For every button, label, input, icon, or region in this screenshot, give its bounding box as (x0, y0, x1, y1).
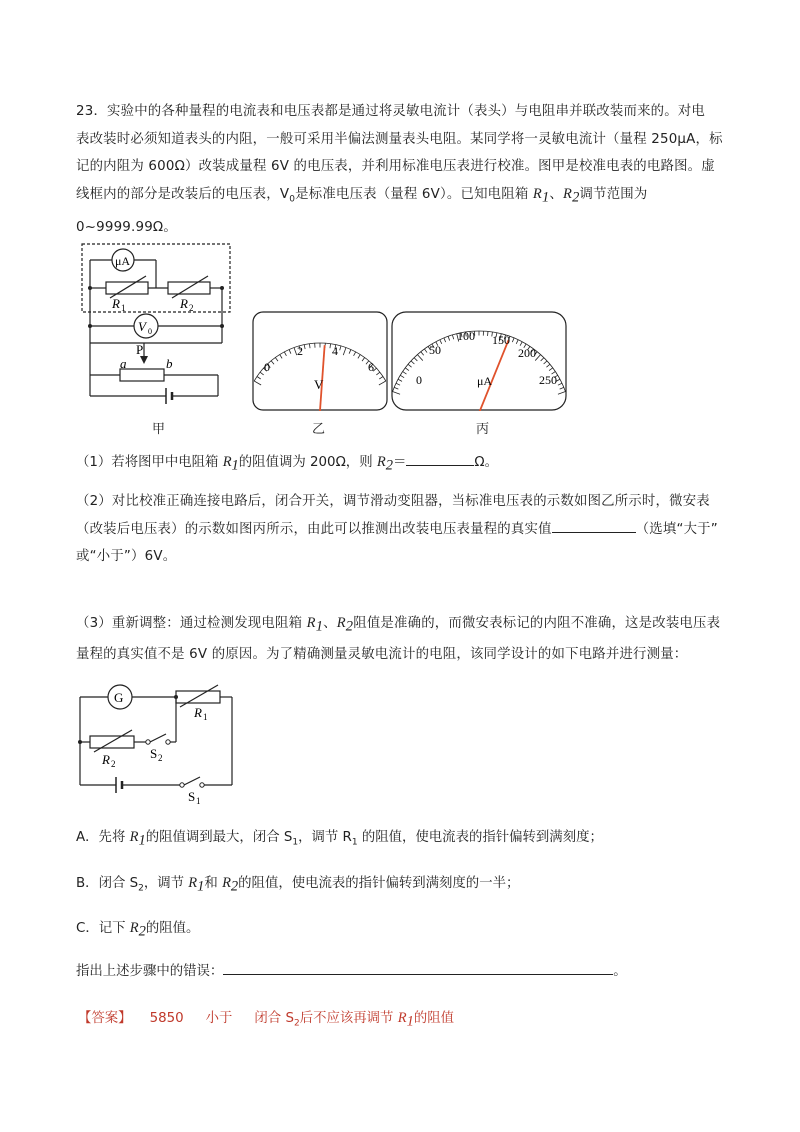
blank-2[interactable] (552, 520, 636, 533)
r1-label: R (112, 296, 120, 311)
scale-tick (254, 381, 261, 385)
part-2: （2）对比校准正确连接电路后，闭合开关，调节滑动变阻器，当标准电压表的示数如图乙所示时，微安表 （改装后电压表）的示数如图丙所示，由此可以推测出改装电压表量程的真实值 （选填“大于” 或“小于”）6V。 (76, 494, 718, 564)
meter-yi (252, 311, 388, 411)
r2-label: R (180, 296, 188, 311)
bing-tick-100: 100 (457, 329, 475, 343)
yi-tick-0: 0 (264, 360, 270, 374)
scale-tick (448, 336, 450, 340)
scale-tick (411, 361, 414, 364)
scale-arc (254, 343, 386, 381)
yi-unit: V (314, 377, 324, 392)
yi-tick-4: 4 (332, 344, 338, 358)
caption-jia: 甲 (152, 422, 166, 437)
blank-3[interactable] (223, 962, 613, 975)
step-a: A．先将 $R_1$的阻值调到最大，闭合 $S_1$，调节 $R_1$ 的阻值，使电流表的指针偏转到满刻度； (76, 829, 603, 849)
scale-tick (400, 375, 404, 377)
s1-label: S (188, 789, 196, 804)
scale-tick (358, 355, 360, 359)
fig2-r2-sub: 2 (111, 759, 116, 769)
scale-tick (304, 345, 305, 349)
circuit-half-deflection (76, 680, 246, 805)
question-number: 23． (76, 104, 108, 119)
v0-sub: 0 (148, 327, 152, 336)
scale-tick (398, 379, 402, 381)
scale-tick (512, 338, 514, 342)
scale-tick (394, 387, 398, 389)
step-c: C．记下 $R_2$的阻值。 (76, 920, 200, 940)
scale-tick (393, 392, 401, 395)
part-3: （3）重新调整：通过检测发现电阻箱 $R_1$、$R_2$阻值是准确的，而微安表标记的内阻不准确，这是改装电压表 量程的真实值不是 6V 的原因。为了精确测量灵敏电流计的电阻，该同学设计的如下电路并进行测量： (76, 615, 721, 663)
caption-bing: 丙 (476, 422, 490, 437)
scale-tick (516, 340, 518, 344)
scale-tick (546, 364, 549, 367)
s1-sub: 1 (196, 796, 201, 805)
circuit-jia (76, 238, 236, 428)
bing-tick-200: 200 (518, 346, 536, 360)
meter-bing (391, 311, 567, 411)
scale-tick (421, 352, 424, 355)
step-b: B．闭合 $S_2$，调节 $R_1$和 $R_2$的阻值，使电流表的指针偏转到满刻度的一半； (76, 875, 520, 895)
scale-tick (444, 338, 446, 342)
microammeter-label: μA (115, 254, 131, 268)
bing-tick-50: 50 (429, 343, 441, 357)
caption-yi: 乙 (312, 422, 326, 437)
answer-3: 闭合 $S_2$后不应该再调节 $R_1$的阻值 (254, 1010, 454, 1030)
scale-tick (541, 358, 544, 361)
terminal-b-label: b (166, 356, 173, 371)
scale-tick (558, 392, 566, 395)
scale-tick (544, 361, 547, 364)
scale-tick (417, 355, 422, 361)
yi-tick-2: 2 (297, 344, 303, 358)
s2-sub: 2 (158, 753, 163, 763)
galvanometer-label: G (114, 690, 124, 705)
scale-tick (343, 348, 346, 356)
intro-line-3: 记的内阻为 600Ω）改装成量程 6V 的电压表，并利用标准电压表进行校准。图甲是校准电表的电路图。虚 (76, 159, 715, 174)
answer-line (78, 1008, 454, 1034)
answer-tag: 【答案】 (78, 1011, 132, 1026)
scale-tick (396, 383, 400, 385)
scale-tick (549, 368, 553, 371)
scale-tick (275, 358, 278, 362)
yi-tick-6: 6 (368, 360, 374, 374)
scale-tick (362, 358, 365, 362)
fig2-r2-label: R (102, 752, 110, 767)
bing-tick-150: 150 (492, 333, 510, 347)
scale-tick (309, 344, 310, 348)
s2-label: S (150, 746, 158, 761)
scale-tick (424, 349, 427, 353)
scale-tick (354, 352, 356, 356)
scale-tick (349, 350, 351, 354)
scale-tick (330, 344, 331, 348)
scale-tick (376, 372, 380, 375)
scale-tick (414, 358, 417, 361)
terminal-a-label: a (120, 356, 127, 371)
scale-tick (379, 381, 386, 385)
v0-label: V (138, 319, 146, 334)
answer-2: 小于 (205, 1011, 233, 1026)
blank-1[interactable] (406, 453, 474, 466)
scale-tick (405, 368, 409, 371)
fig2-r1-sub: 1 (203, 712, 208, 722)
r2-sub: 2 (189, 303, 194, 313)
part-1: （1）若将图甲中电阻箱 $R_1$的阻值调为 200Ω，则 $R_2= \Omega$。 (76, 454, 498, 474)
scale-tick (379, 377, 383, 380)
fig2-r1-label: R (194, 705, 202, 720)
scale-tick (340, 346, 341, 350)
slider-p-label: P (136, 342, 144, 357)
intro-line-2: 表改装时必须知道表头的内阻，一般可采用半偏法测量表头电阻。某同学将一灵敏电流计（量程 250μA，标 (76, 131, 723, 147)
scale-tick (257, 377, 261, 380)
bing-unit: μA (477, 374, 493, 388)
scale-tick (289, 350, 291, 354)
scale-tick (560, 387, 564, 389)
intro-line-4: 线框内的部分是改装后的电压表，$V_0$是标准电压表（量程 6V）。已知电阻箱 $R_1$、$R_2$调节范围为 0~9999.99Ω。 (76, 185, 648, 235)
scale-tick (271, 361, 274, 364)
scale-tick (558, 383, 562, 385)
scale-tick (408, 364, 411, 367)
bing-tick-0: 0 (416, 373, 422, 387)
scale-tick (535, 355, 540, 361)
scale-tick (280, 355, 282, 359)
rheostat-box (120, 369, 164, 381)
scale-tick (403, 372, 407, 375)
r1-sub: 1 (121, 303, 126, 313)
question-intro (76, 98, 726, 241)
error-prompt: 指出上述步骤中的错误： 。 (76, 964, 627, 979)
bing-tick-250: 250 (539, 373, 557, 387)
answer-1: 5850 (149, 1011, 184, 1026)
scale-tick (284, 352, 286, 356)
intro-line-1: 23．实验中的各种量程的电流表和电压表都是通过将灵敏电流计（表头）与电阻串并联改装而来的。对电 (76, 104, 706, 119)
scale-tick (452, 335, 453, 339)
slider-arrow (140, 356, 148, 364)
